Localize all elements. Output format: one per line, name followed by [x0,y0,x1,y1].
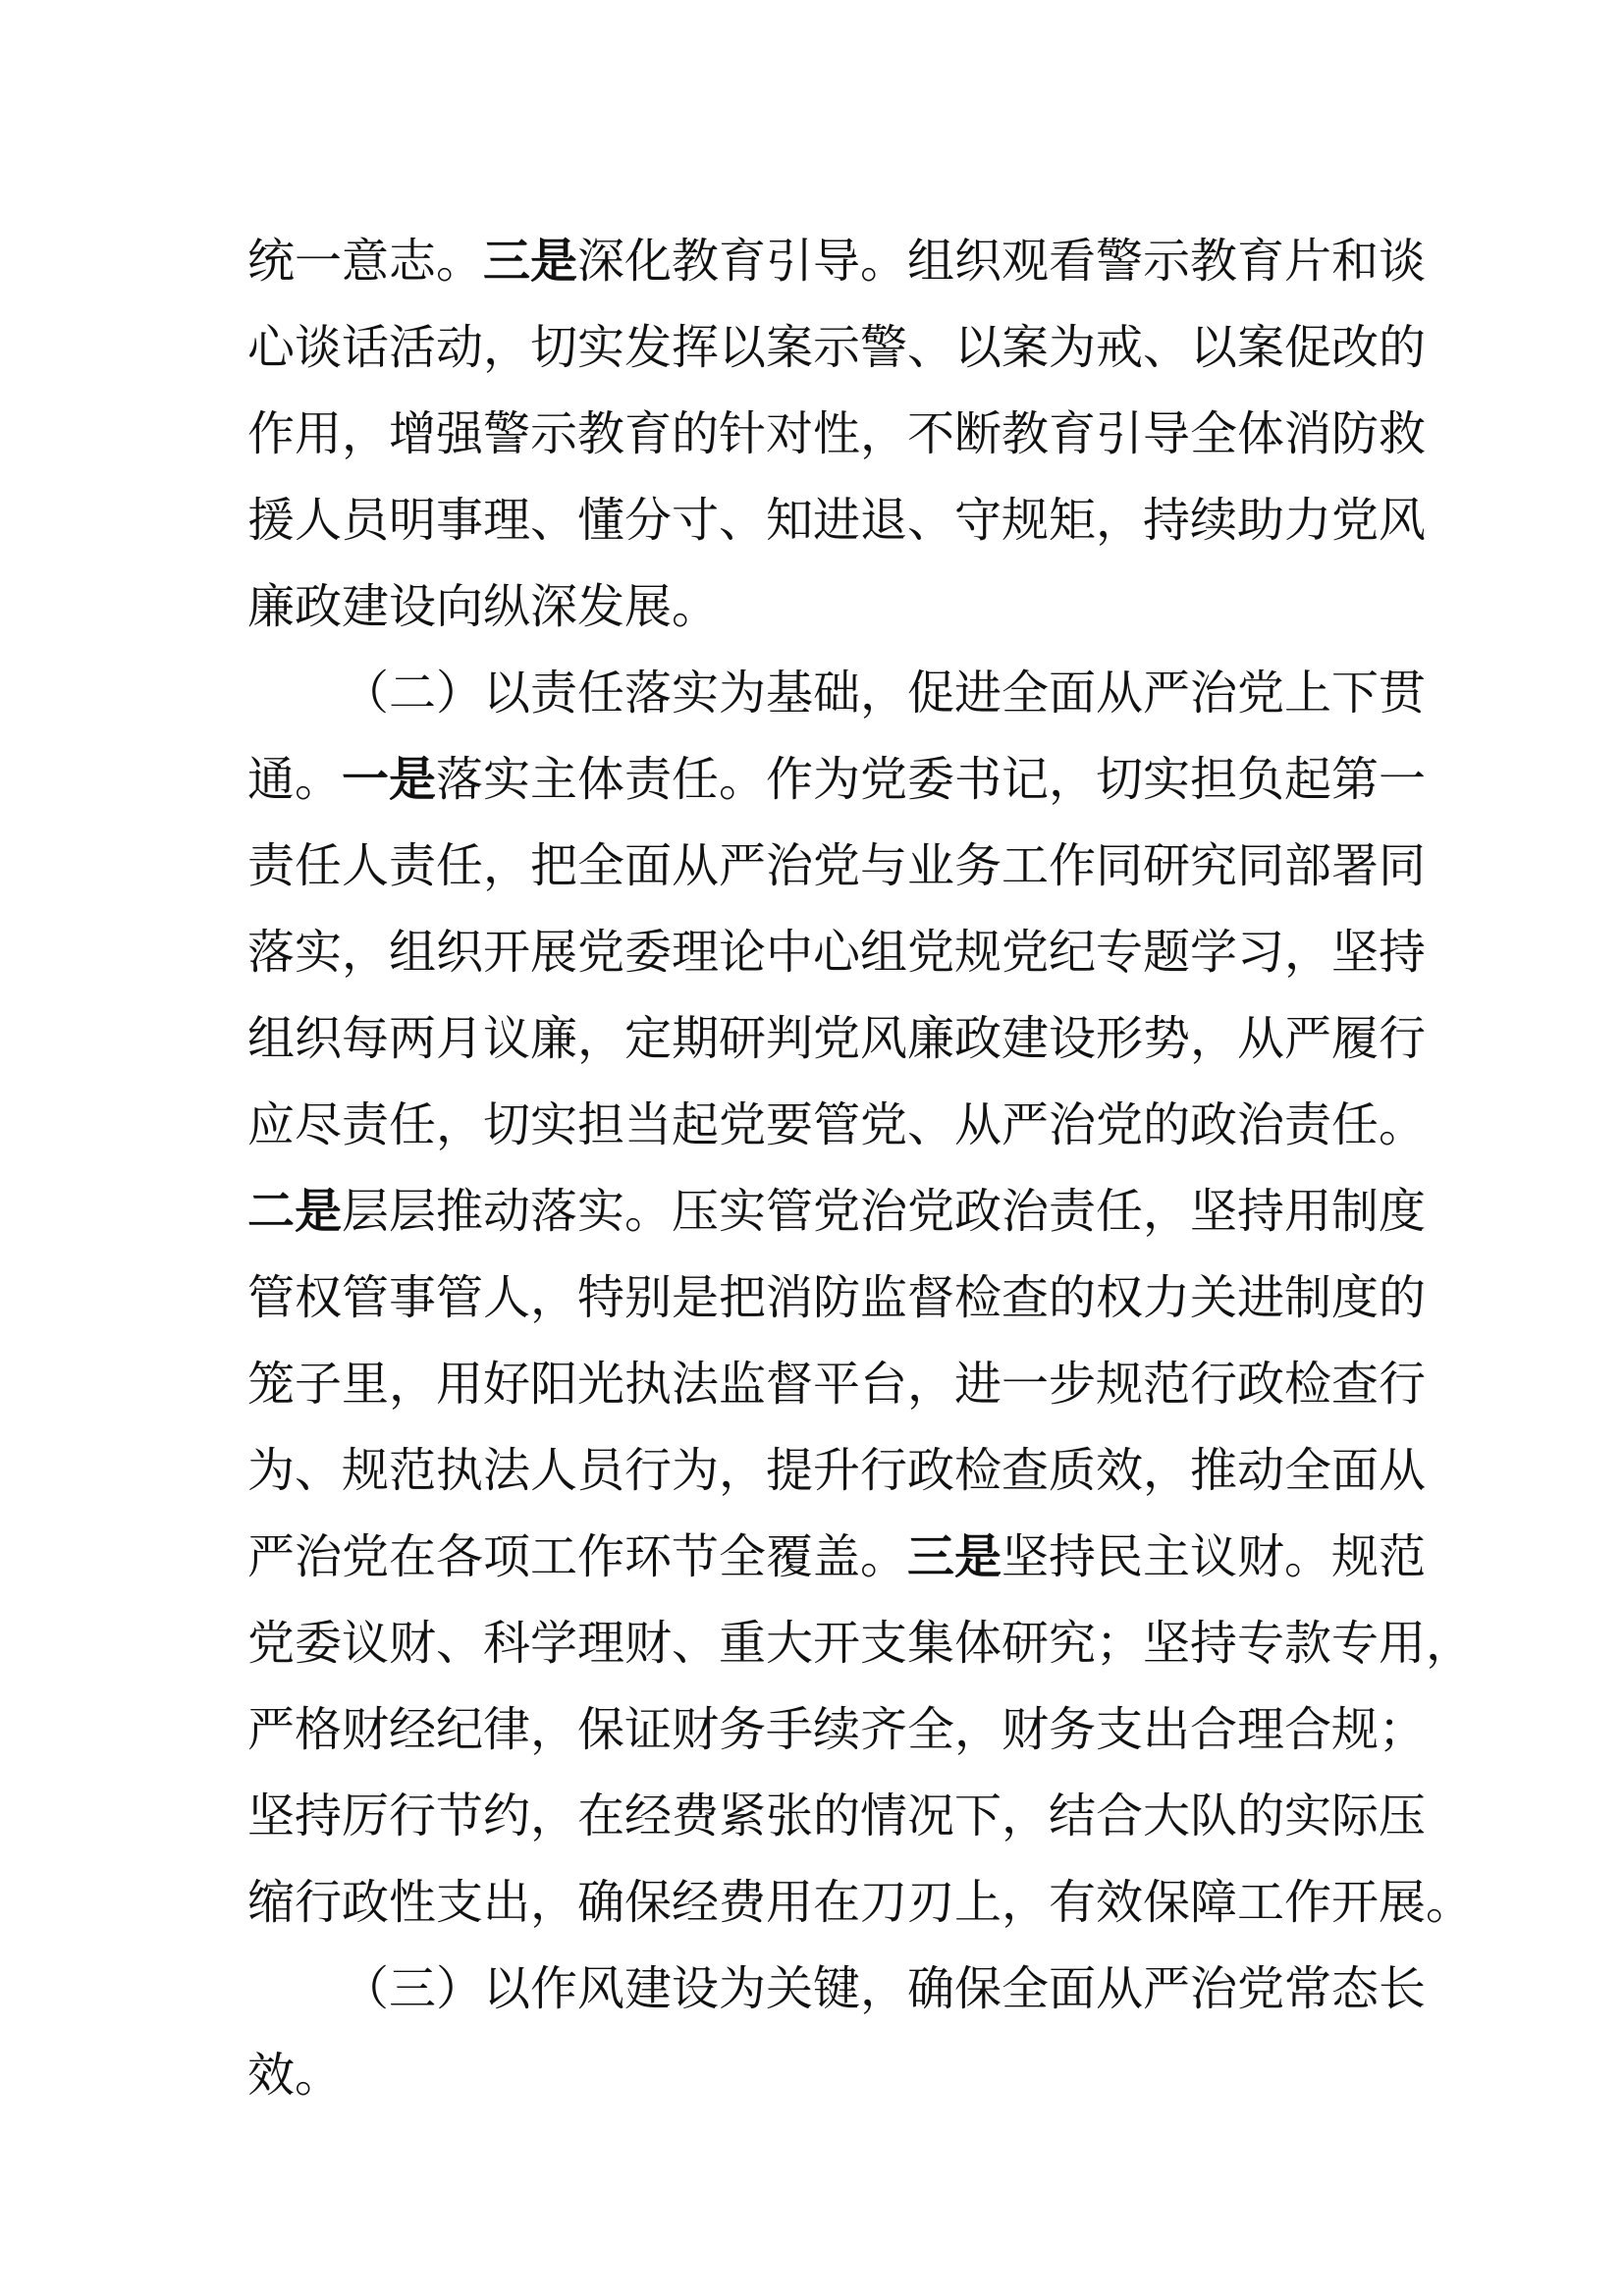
text-line-12: 二是层层推动落实。压实管党治党政治责任，坚持用制度 [247,1184,1427,1239]
section-heading-3: （三）以作风建设为关键，确保全面从严治党常态长 [342,1961,1427,2016]
text-line-11: 应尽责任，切实担当起党要管党、从严治党的政治责任。 [247,1097,1427,1152]
text-line-17: 党委议财、科学理财、重大开支集体研究；坚持专款专用， [247,1616,1474,1671]
text-line-7: 通。一是落实主体责任。作为党委书记，切实担负起第一 [247,752,1427,807]
text-line-22: 效。 [247,2048,343,2103]
text-line-13: 管权管事管人，特别是把消防监督检查的权力关进制度的 [247,1270,1427,1325]
section-heading-2: （二）以责任落实为基础，促进全面从严治党上下贯 [342,666,1427,721]
text-line-1: 统一意志。三是深化教育引导。组织观看警示教育片和谈 [247,234,1427,289]
text-line-10: 组织每两月议廉，定期研判党风廉政建设形势，从严履行 [247,1011,1427,1066]
text-line-4: 援人员明事理、懂分寸、知进退、守规矩，持续助力党风 [247,493,1427,548]
text-line-19: 坚持厉行节约，在经费紧张的情况下，结合大队的实际压 [247,1789,1427,1843]
text-line-3: 作用，增强警示教育的针对性，不断教育引导全体消防救 [247,406,1427,461]
text-line-8: 责任人责任，把全面从严治党与业务工作同研究同部署同 [247,838,1427,893]
text-line-9: 落实，组织开展党委理论中心组党规党纪专题学习，坚持 [247,925,1427,980]
text-line-14: 笼子里，用好阳光执法监督平台，进一步规范行政检查行 [247,1357,1427,1412]
text-line-18: 严格财经纪律，保证财务手续齐全，财务支出合理合规； [247,1702,1427,1757]
text-line-20: 缩行政性支出，确保经费用在刀刃上，有效保障工作开展。 [247,1875,1474,1930]
text-line-2: 心谈话活动，切实发挥以案示警、以案为戒、以案促改的 [247,320,1427,375]
text-line-16: 严治党在各项工作环节全覆盖。三是坚持民主议财。规范 [247,1529,1427,1584]
text-line-5: 廉政建设向纵深发展。 [247,579,720,634]
text-line-15: 为、规范执法人员行为，提升行政检查质效，推动全面从 [247,1443,1427,1498]
